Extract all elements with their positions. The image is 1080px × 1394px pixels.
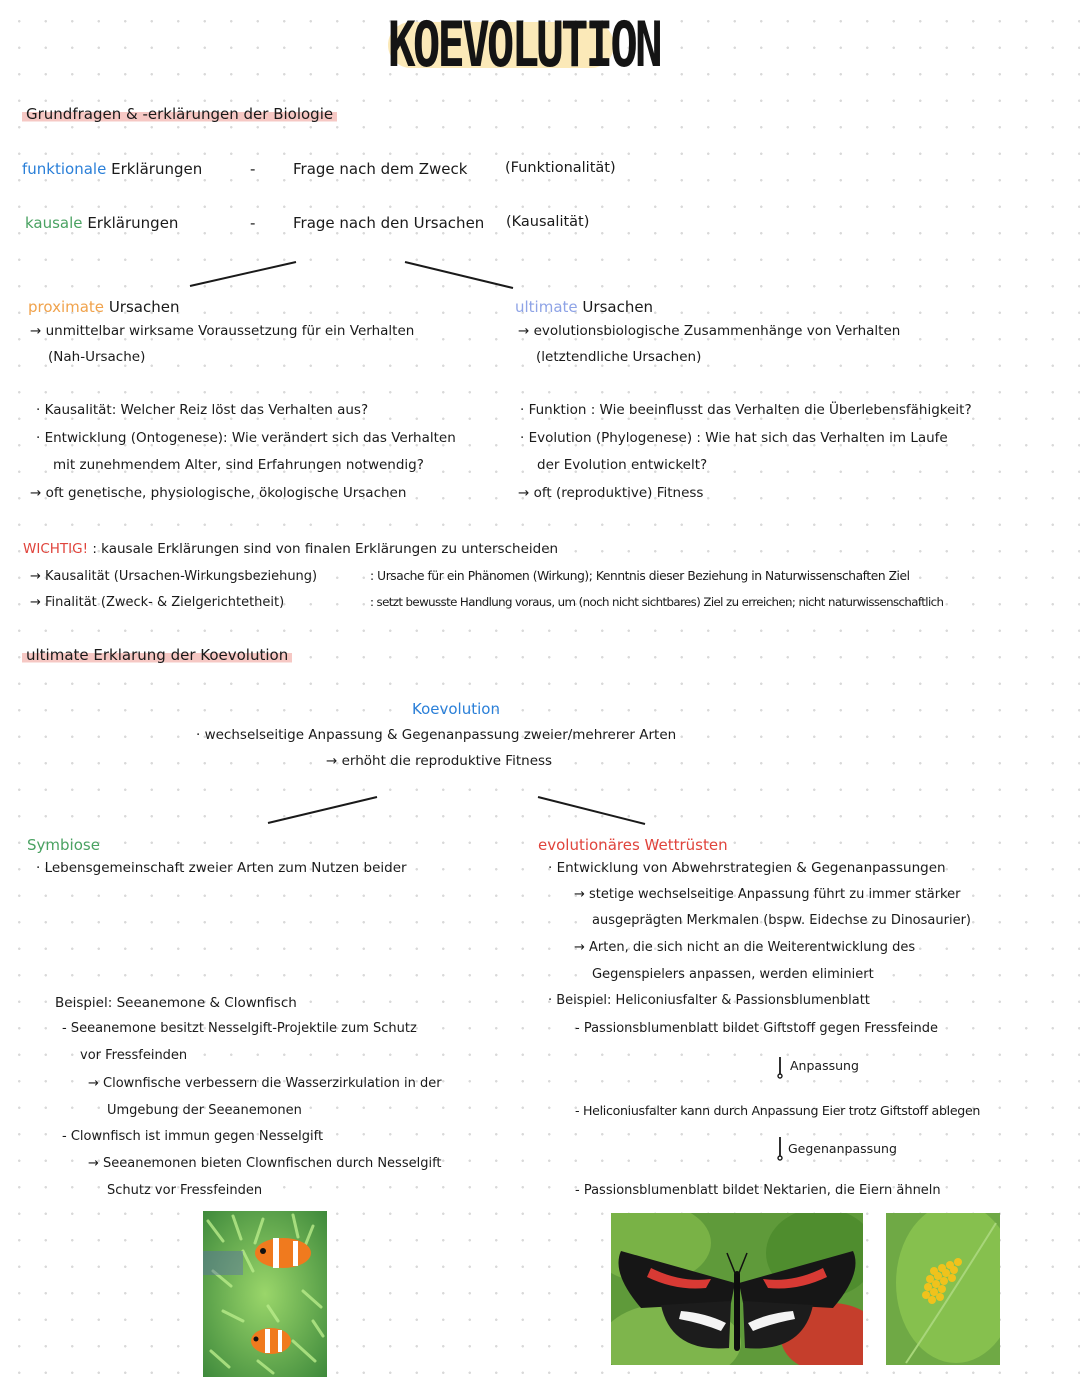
wettruesten-step: - Passionsblumenblatt bildet Giftstoff gegen Fressfeinde <box>575 1021 939 1036</box>
symbiose-example-line: Umgebung der Seeanemonen <box>107 1103 302 1118</box>
clownfish-2 <box>251 1328 291 1354</box>
proximate-arrow-line1: → unmittelbar wirksame Voraussetzung für ein Verhalten <box>30 323 415 339</box>
proximate-arrow-line2: (Nah-Ursache) <box>48 349 146 365</box>
wettruesten-arrow-line: ausgeprägten Merkmalen (bspw. Eidechse zu Dinosaurier) <box>592 913 971 928</box>
gegenanpassung-label: Gegenanpassung <box>788 1141 897 1156</box>
wettruesten-step: - Heliconiusfalter kann durch Anpassung Eier trotz Giftstoff ablegen <box>575 1103 981 1118</box>
term-proximate: proximate <box>28 298 105 316</box>
symbiose-example-line: → Seeanemonen bieten Clownfischen durch Nesselgift <box>88 1156 442 1171</box>
clownfish-photo <box>203 1211 327 1377</box>
wettruesten-title: evolutionäres Wettrüsten <box>538 836 728 854</box>
wettruesten-example-title: · Beispiel: Heliconiusfalter & Passionsblumenblatt <box>548 993 870 1008</box>
kausalitaet-definition: : Ursache für ein Phänomen (Wirkung); Kenntnis dieser Beziehung in Naturwissenschaften Ziel <box>370 569 910 583</box>
ultimate-bullet-evolution-cont: der Evolution entwickelt? <box>537 457 708 473</box>
term-kausale: kausale <box>25 214 83 232</box>
proximate-bullet-kausalitaet: · Kausalität: Welcher Reiz löst das Verhalten aus? <box>36 402 369 418</box>
important-note: WICHTIG! : kausale Erklärungen sind von finalen Erklärungen zu unterscheiden <box>23 541 559 557</box>
page-title: KOEVOLUTION <box>388 8 660 81</box>
ultimate-bullet-funktion: · Funktion : Wie beeinflusst das Verhalten die Überlebensfähigkeit? <box>520 402 972 418</box>
ultimate-arrow-line1: → evolutionsbiologische Zusammenhänge von Verhalten <box>518 323 901 339</box>
row-kausale: kausale Erklärungen <box>25 214 179 232</box>
symbiose-example-line: → Clownfische verbessern die Wasserzirkulation in der <box>88 1076 442 1091</box>
question-zweck: Frage nach dem Zweck <box>293 160 468 178</box>
wettruesten-arrow-line: → Arten, die sich nicht an die Weiterentwicklung des <box>574 940 916 955</box>
ultimate-heading: ultimate Ursachen <box>515 298 654 316</box>
proximate-heading: proximate Ursachen <box>28 298 180 316</box>
koevolution-title: Koevolution <box>412 700 500 718</box>
proximate-bullet-entwicklung: · Entwicklung (Ontogenese): Wie verändert sich das Verhalten <box>36 430 456 446</box>
wettruesten-definition: · Entwicklung von Abwehrstrategien & Gegenanpassungen <box>548 860 946 876</box>
section-heading-grundfragen: Grundfragen & -erklärungen der Biologie <box>22 105 337 123</box>
proximate-bullet-entwicklung-cont: mit zunehmendem Alter, sind Erfahrungen notwendig? <box>53 457 424 473</box>
ultimate-arrow-line2: (letztendliche Ursachen) <box>536 349 702 365</box>
section-heading-koevolution: ultimate Erklarung der Koevolution <box>22 646 292 664</box>
symbiose-example-line: - Seeanemone besitzt Nesselgift-Projektile zum Schutz <box>62 1021 417 1036</box>
question-ursachen: Frage nach den Ursachen <box>293 214 485 232</box>
finalitaet-definition: : setzt bewusste Handlung voraus, um (noch nicht sichtbares) Ziel zu erreichen; nicht naturwissenschaftlich <box>370 595 944 609</box>
symbiose-definition: · Lebensgemeinschaft zweier Arten zum Nutzen beider <box>36 860 407 876</box>
anpassung-label: Anpassung <box>790 1058 859 1073</box>
wettruesten-step: - Passionsblumenblatt bildet Nektarien, die Eiern ähneln <box>575 1183 941 1198</box>
wettruesten-arrow-line: → stetige wechselseitige Anpassung führt zu immer stärker <box>574 887 961 902</box>
ultimate-conclusion: → oft (reproduktive) Fitness <box>518 485 704 501</box>
dash: - <box>250 214 256 232</box>
koevolution-definition: · wechselseitige Anpassung & Gegenanpassung zweier/mehrerer Arten <box>196 727 677 743</box>
note-kausalitaet: (Kausalität) <box>506 214 590 230</box>
term-ultimate: ultimate <box>515 298 578 316</box>
row-funktionale: funktionale Erklärungen <box>22 160 203 178</box>
wettruesten-arrow-line: Gegenspielers anpassen, werden eliminiert <box>592 967 874 982</box>
important-label: WICHTIG! <box>23 541 89 557</box>
finalitaet-definition-term: → Finalität (Zweck- & Zielgerichtetheit) <box>30 595 285 610</box>
proximate-conclusion: → oft genetische, physiologische, ökologische Ursachen <box>30 485 407 501</box>
dash: - <box>250 160 256 178</box>
symbiose-example-line: - Clownfisch ist immun gegen Nesselgift <box>62 1129 324 1144</box>
symbiose-example-line: Schutz vor Fressfeinden <box>107 1183 263 1198</box>
symbiose-example-line: vor Fressfeinden <box>80 1048 188 1063</box>
ultimate-bullet-evolution: · Evolution (Phylogenese) : Wie hat sich das Verhalten im Laufe <box>520 430 948 446</box>
term-funktionale: funktionale <box>22 160 107 178</box>
kausalitaet-definition-term: → Kausalität (Ursachen-Wirkungsbeziehung) <box>30 569 318 584</box>
note-funktionalitaet: (Funktionalität) <box>505 160 616 176</box>
passionflower-leaf-photo <box>886 1213 1000 1365</box>
clownfish-1 <box>255 1238 311 1268</box>
koevolution-fitness: → erhöht die reproduktive Fitness <box>326 753 553 769</box>
heliconius-butterfly-photo <box>611 1213 863 1365</box>
symbiose-title: Symbiose <box>27 836 100 854</box>
symbiose-example-title: Beispiel: Seeanemone & Clownfisch <box>55 995 297 1011</box>
